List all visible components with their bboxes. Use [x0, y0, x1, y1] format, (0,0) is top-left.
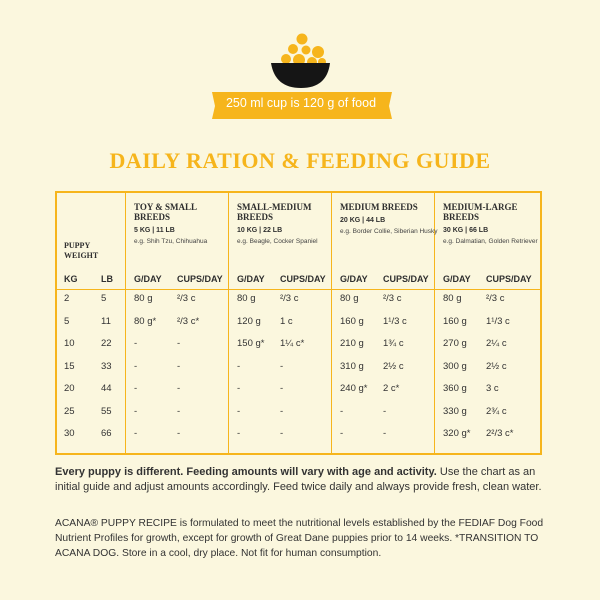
- gday-cell: -: [237, 383, 241, 394]
- cups-cell: 1¼ c*: [280, 338, 305, 349]
- lb-cell: 22: [101, 338, 112, 349]
- gday-cell: 210 g: [340, 338, 364, 349]
- kg-cell: 10: [64, 338, 75, 349]
- cups-cell: 2²/3 c*: [486, 428, 514, 439]
- lb-cell: 44: [101, 383, 112, 394]
- cups-cell: ²/3 c*: [177, 315, 200, 327]
- bowl-icon: [271, 63, 330, 88]
- cups-cell: 2¼ c: [486, 338, 507, 349]
- cups-cell: -: [383, 405, 387, 417]
- gday-header: G/DAY: [340, 274, 368, 284]
- cups-cell: 2¾ c: [486, 405, 507, 417]
- cups-cell: -: [280, 360, 284, 372]
- kg-cell: 20: [64, 383, 75, 394]
- breed-weight: 10 KG | 22 LB: [237, 227, 283, 234]
- gday-cell: 80 g: [443, 293, 462, 304]
- gday-cell: 80 g: [134, 293, 153, 304]
- cups-cell: 2½ c: [383, 360, 404, 372]
- cups-cell: ²/3 c: [280, 293, 299, 304]
- breed-small-medium: [237, 202, 337, 246]
- cup-info-text: 250 ml cup is 120 g of food: [225, 96, 377, 110]
- lb-header: LB: [101, 274, 113, 284]
- gday-cell: 80 g: [340, 293, 359, 304]
- cups-cell: ²/3 c: [383, 293, 402, 304]
- feeding-note: [55, 465, 550, 495]
- gday-header: G/DAY: [134, 274, 162, 284]
- gday-cell: 120 g: [237, 315, 261, 327]
- breed-example: e.g. Border Collie, Siberian Husky: [340, 228, 438, 235]
- breed-name: TOY & SMALL BREEDS: [134, 202, 197, 222]
- cups-cell: -: [177, 338, 181, 349]
- gday-cell: 270 g: [443, 338, 467, 349]
- gday-cell: 80 g: [237, 293, 256, 304]
- breed-name: SMALL-MEDIUM BREEDS: [237, 202, 312, 222]
- breed-medium-large: [443, 202, 543, 246]
- gday-header: G/DAY: [443, 274, 471, 284]
- gday-cell: -: [134, 360, 138, 372]
- breed-weight: 30 KG | 66 LB: [443, 227, 489, 234]
- feeding-note-bold: Every puppy is different. Feeding amounts will vary with age and activity.: [55, 466, 437, 478]
- gday-cell: 150 g*: [237, 338, 265, 349]
- cups-cell: -: [177, 360, 181, 372]
- gday-cell: 330 g: [443, 405, 467, 417]
- lb-cell: 5: [101, 293, 107, 304]
- kg-cell: 25: [64, 405, 75, 417]
- cups-cell: -: [383, 428, 387, 439]
- puppy-weight-label: PUPPY WEIGHT: [64, 241, 99, 260]
- gday-cell: -: [340, 405, 344, 417]
- breed-example: e.g. Dalmatian, Golden Retriever: [443, 238, 538, 245]
- gday-cell: -: [237, 360, 241, 372]
- kibble-icon: [281, 34, 326, 68]
- cups-cell: 1¾ c: [383, 338, 404, 349]
- cups-header: CUPS/DAY: [486, 274, 532, 284]
- gday-cell: 320 g*: [443, 428, 471, 439]
- gday-cell: -: [134, 405, 138, 417]
- breed-example: e.g. Shih Tzu, Chihuahua: [134, 238, 208, 245]
- gday-cell: -: [237, 405, 241, 417]
- gday-cell: -: [237, 428, 241, 439]
- cups-cell: -: [177, 428, 181, 439]
- gday-cell: 160 g: [340, 315, 364, 327]
- gday-cell: -: [134, 428, 138, 439]
- kg-cell: 15: [64, 360, 75, 372]
- lb-cell: 11: [101, 315, 111, 327]
- kg-cell: 30: [64, 428, 75, 439]
- cups-header: CUPS/DAY: [280, 274, 326, 284]
- gday-cell: 80 g*: [134, 315, 157, 327]
- gday-cell: -: [340, 428, 344, 439]
- gday-header: G/DAY: [237, 274, 265, 284]
- cups-header: CUPS/DAY: [383, 274, 429, 284]
- kg-cell: 2: [64, 293, 70, 304]
- hero-illustration: [0, 0, 600, 140]
- table-divider: [57, 289, 540, 290]
- breed-toy-small: [134, 202, 234, 246]
- cups-cell: 1¹/3 c: [383, 315, 407, 327]
- cups-cell: ²/3 c: [486, 293, 505, 304]
- breed-example: e.g. Beagle, Cocker Spaniel: [237, 238, 318, 245]
- cups-cell: 2½ c: [486, 360, 507, 372]
- gday-cell: 300 g: [443, 360, 467, 372]
- breed-name: MEDIUM-LARGE BREEDS: [443, 202, 518, 222]
- gday-cell: 160 g: [443, 315, 467, 327]
- gday-cell: 360 g: [443, 383, 467, 394]
- lb-cell: 33: [101, 360, 112, 372]
- cups-cell: -: [177, 405, 181, 417]
- cups-cell: 2 c*: [383, 383, 400, 394]
- cups-cell: ²/3 c: [177, 293, 196, 304]
- gday-cell: -: [134, 338, 138, 349]
- breed-name: MEDIUM BREEDS: [340, 202, 418, 212]
- feeding-note-rest: Use the chart as an initial guide and adjust amounts accordingly. Feed twice daily and always provide fresh, clean water.: [55, 466, 542, 493]
- lb-cell: 55: [101, 405, 112, 417]
- feeding-table: [55, 191, 542, 455]
- cups-cell: 1¹/3 c: [486, 315, 510, 327]
- breed-weight: 20 KG | 44 LB: [340, 217, 386, 224]
- cups-cell: 3 c: [486, 383, 499, 394]
- cups-cell: -: [177, 383, 181, 394]
- breed-weight: 5 KG | 11 LB: [134, 227, 175, 234]
- breed-medium: [340, 202, 440, 236]
- cups-cell: -: [280, 383, 284, 394]
- gday-cell: -: [134, 383, 138, 394]
- lb-cell: 66: [101, 428, 112, 439]
- cups-cell: -: [280, 428, 284, 439]
- cups-cell: -: [280, 405, 284, 417]
- table-divider: [125, 193, 126, 453]
- cups-header: CUPS/DAY: [177, 274, 223, 284]
- kg-header: KG: [64, 274, 78, 284]
- gday-cell: 310 g: [340, 360, 364, 372]
- gday-cell: 240 g*: [340, 383, 368, 394]
- kg-cell: 5: [64, 315, 70, 327]
- cups-cell: 1 c: [280, 315, 293, 327]
- page-title: DAILY RATION & FEEDING GUIDE: [109, 148, 491, 173]
- disclaimer: ACANA® PUPPY RECIPE is formulated to meet the nutritional levels established by the FEDIAF Dog Food Nutrient Profiles for growth, except for growth of Great Dane puppies prior to 14 weeks. *TRANSITION TO ACANA DOG. Store in a cool, dry place. Not fit for human consumption.: [55, 518, 544, 559]
